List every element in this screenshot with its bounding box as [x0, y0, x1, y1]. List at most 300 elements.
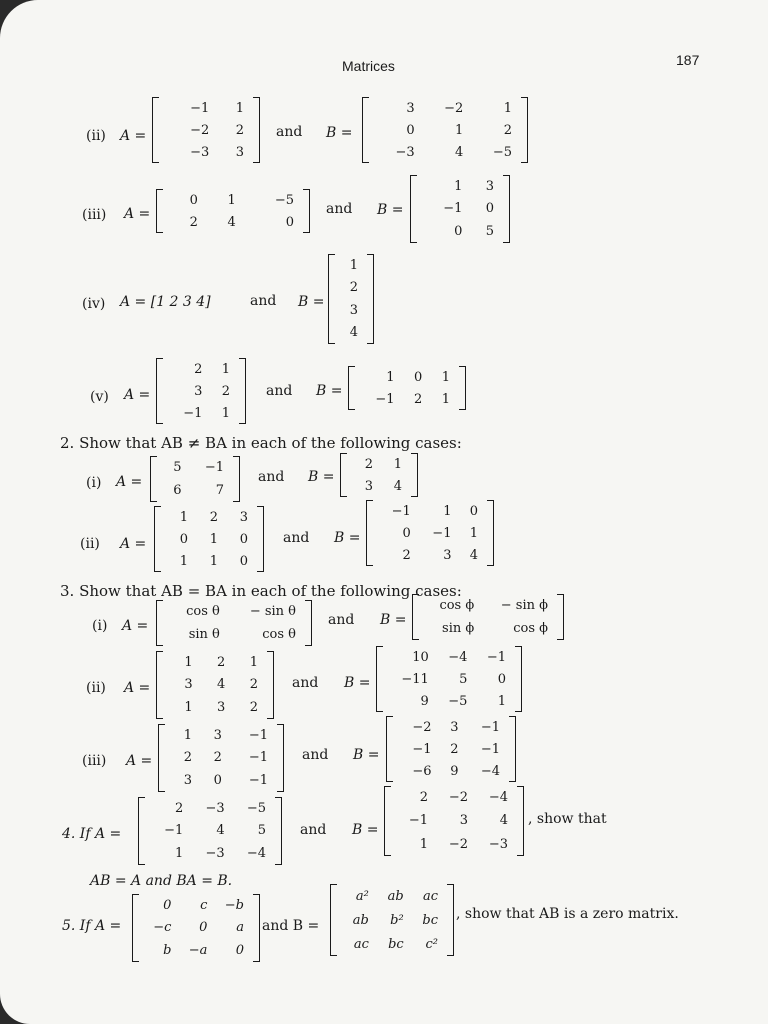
matrix-entry: −c	[153, 920, 172, 936]
matrix-entry: 3	[459, 813, 468, 829]
matrix-entry: 1	[419, 836, 428, 852]
matrix-row	[386, 690, 512, 712]
matrix-entry: −b	[224, 897, 244, 913]
matrix-entry: 1	[469, 525, 478, 541]
matrix-entry: 5	[459, 671, 468, 687]
matrix-entry: 2	[419, 790, 428, 806]
matrix-entry: 2	[209, 509, 218, 525]
matrix-b-label: B =	[308, 469, 335, 485]
matrix-entry: −1	[248, 727, 268, 743]
matrix-entry: ac	[353, 936, 369, 952]
matrix-grid	[168, 724, 274, 792]
matrix-entry: cos θ	[262, 627, 296, 642]
matrix-left-bracket	[132, 894, 139, 962]
matrix-entry: a²	[355, 888, 369, 904]
matrix-row	[340, 884, 444, 908]
matrix-entry: 2	[235, 122, 244, 138]
matrix-entry: −2	[444, 100, 464, 116]
matrix-entry: −2	[448, 836, 468, 852]
matrix-entry: −1	[391, 503, 411, 519]
matrix-entry: 0	[189, 192, 198, 208]
matrix-row	[166, 696, 264, 719]
matrix-row	[386, 668, 512, 690]
matrix-entry: 1	[441, 391, 450, 407]
conjunction-and: and	[258, 469, 285, 485]
question-5-prefix: 5. If A =	[62, 918, 122, 934]
conjunction-and: and	[266, 383, 293, 399]
matrix-entry: 0	[406, 122, 415, 138]
matrix-left-bracket	[156, 189, 163, 233]
matrix-row	[420, 220, 500, 243]
matrix-right-bracket	[517, 786, 524, 856]
matrix-entry: 1	[235, 100, 244, 116]
matrix-entry: ac	[422, 888, 438, 904]
matrix-entry: 5	[173, 460, 182, 475]
matrix-entry: −1	[486, 649, 506, 665]
matrix-right-bracket	[487, 500, 494, 566]
matrix-entry: 3	[406, 100, 415, 116]
matrix-entry: 6	[173, 483, 182, 498]
matrix-entry: 2	[414, 391, 423, 407]
matrix-b-label: B =	[380, 612, 407, 628]
matrix-entry: −5	[246, 800, 266, 816]
matrix-entry: 2	[450, 741, 459, 757]
running-header-title: Matrices	[342, 58, 395, 74]
matrix-entry: 0	[402, 525, 411, 541]
matrix-a	[152, 97, 260, 163]
matrix-left-bracket	[138, 797, 145, 865]
matrix-entry: 3	[235, 144, 244, 160]
matrix-right-bracket	[521, 97, 528, 163]
matrix-row	[142, 894, 250, 917]
matrix-entry: 0	[199, 920, 208, 936]
matrix-entry: 2	[249, 677, 258, 693]
matrix-entry: 0	[414, 369, 423, 385]
matrix-entry: −5	[492, 144, 512, 160]
matrix-row	[160, 479, 230, 502]
matrix-right-bracket	[277, 724, 284, 792]
matrix-entry: cos ϕ	[513, 621, 548, 636]
matrix-row	[422, 594, 554, 617]
matrix-grid	[166, 358, 236, 424]
matrix-entry: 3	[450, 719, 459, 735]
matrix-entry: −2	[448, 790, 468, 806]
matrix-b-label: B =	[316, 383, 343, 399]
matrix-entry: ab	[352, 912, 369, 928]
matrix-entry: 3	[184, 677, 193, 693]
matrix-row	[396, 716, 506, 738]
matrix-entry: b	[163, 943, 172, 959]
matrix-a	[138, 797, 282, 865]
matrix-entry: −5	[274, 192, 294, 208]
matrix-entry: 3	[213, 727, 222, 743]
matrix-entry: 4	[217, 677, 226, 693]
matrix-entry: 2	[183, 750, 192, 766]
matrix-entry: 1	[497, 693, 506, 709]
matrix-entry: −3	[190, 144, 210, 160]
matrix-row	[338, 277, 364, 300]
matrix-row	[162, 97, 250, 119]
conjunction-and: and	[302, 747, 329, 763]
matrix-a-label: A =	[120, 536, 147, 552]
matrix-row	[164, 550, 254, 572]
matrix-entry: − sin θ	[249, 604, 296, 619]
matrix-left-bracket	[158, 724, 165, 792]
matrix-entry: 1	[221, 361, 230, 377]
matrix-right-bracket	[447, 884, 454, 956]
matrix-grid	[372, 97, 518, 163]
matrix-b-label: B =	[352, 822, 379, 838]
matrix-entry: −1	[480, 741, 500, 757]
matrix-entry: 2	[189, 214, 198, 230]
matrix-entry: −2	[412, 719, 432, 735]
matrix-right-bracket	[257, 506, 264, 572]
matrix-entry: −1	[480, 719, 500, 735]
matrix-left-bracket	[154, 506, 161, 572]
matrix-grid	[376, 500, 484, 566]
matrix-entry: − sin ϕ	[500, 598, 548, 613]
matrix-entry: 1	[183, 727, 192, 743]
question-3-heading: 3. Show that AB = BA in each of the following cases:	[60, 582, 462, 600]
matrix-b	[386, 716, 516, 782]
matrix-entry: −3	[205, 800, 225, 816]
matrix-entry: 4	[455, 144, 464, 160]
matrix-entry: −1	[248, 750, 268, 766]
matrix-row	[168, 747, 274, 770]
matrix-entry: 3	[443, 547, 452, 563]
matrix-row	[164, 506, 254, 528]
matrix-grid	[350, 453, 408, 497]
conjunction-and: and	[292, 675, 319, 691]
matrix-left-bracket	[340, 453, 347, 497]
matrix-right-bracket	[509, 716, 516, 782]
matrix-b	[376, 646, 522, 712]
matrix-entry: 0	[213, 773, 222, 789]
matrix-entry: 0	[179, 531, 188, 547]
matrix-grid	[164, 506, 254, 572]
matrix-entry: 2	[364, 456, 373, 472]
matrix-row	[166, 623, 302, 646]
part-label: (iii)	[82, 753, 107, 769]
matrix-entry: 4	[349, 325, 358, 341]
matrix-entry: 1	[209, 553, 218, 569]
matrix-left-bracket	[156, 651, 163, 719]
question-4-conclusion: AB = A and BA = B.	[90, 873, 233, 889]
matrix-row	[166, 674, 264, 697]
matrix-left-bracket	[410, 175, 417, 243]
matrix-entry: 0	[239, 531, 248, 547]
matrix-entry: 1	[175, 846, 184, 862]
matrix-right-bracket	[253, 894, 260, 962]
matrix-grid	[340, 884, 444, 956]
matrix-row	[162, 141, 250, 163]
matrix-entry: 2	[249, 700, 258, 716]
matrix-row	[166, 402, 236, 424]
matrix-row	[340, 932, 444, 956]
question-2-heading: 2. Show that AB ≠ BA in each of the following cases:	[60, 434, 462, 452]
matrix-entry: sin θ	[188, 627, 220, 642]
matrix-entry: 1	[455, 122, 464, 138]
matrix-row	[372, 119, 518, 141]
matrix-a-label: A =	[124, 387, 151, 403]
matrix-left-bracket	[386, 716, 393, 782]
matrix-grid	[396, 716, 506, 782]
matrix-row	[358, 366, 456, 388]
matrix-entry: 4	[469, 547, 478, 563]
matrix-entry: 0	[239, 553, 248, 569]
matrix-entry: 1	[249, 654, 258, 670]
matrix-entry: 2	[213, 750, 222, 766]
matrix-row	[376, 544, 484, 566]
matrix-entry: −11	[401, 671, 429, 687]
matrix-right-bracket	[557, 594, 564, 640]
matrix-entry: 1	[441, 369, 450, 385]
matrix-entry: −1	[183, 405, 203, 421]
matrix-row	[420, 175, 500, 198]
matrix-entry: 2	[221, 383, 230, 399]
matrix-right-bracket	[303, 189, 310, 233]
matrix-entry: 3	[349, 302, 358, 318]
matrix-entry: 1	[209, 531, 218, 547]
matrix-a	[150, 456, 240, 502]
matrix-grid	[148, 797, 272, 865]
matrix-entry: −1	[190, 100, 210, 116]
matrix-b	[362, 97, 528, 163]
matrix-grid	[162, 97, 250, 163]
matrix-entry: 9	[420, 693, 429, 709]
matrix-a-expression: A = [1 2 3 4]	[120, 294, 211, 310]
matrix-entry: sin ϕ	[442, 621, 475, 636]
matrix-entry: 0	[163, 897, 172, 913]
matrix-row	[338, 322, 364, 345]
matrix-left-bracket	[156, 358, 163, 424]
matrix-entry: 4	[227, 214, 236, 230]
page-number: 187	[676, 52, 700, 68]
matrix-right-bracket	[305, 600, 312, 646]
matrix-row	[340, 908, 444, 932]
matrix-entry: 3	[217, 700, 226, 716]
matrix-entry: 0	[285, 214, 294, 230]
matrix-row	[148, 820, 272, 843]
matrix-grid	[358, 366, 456, 410]
matrix-a	[156, 600, 312, 646]
question-5-suffix: , show that AB is a zero matrix.	[456, 906, 679, 922]
matrix-row	[350, 453, 408, 475]
matrix-a	[156, 189, 310, 233]
matrix-row	[162, 119, 250, 141]
matrix-entry: cos ϕ	[439, 598, 475, 613]
matrix-entry: 0	[485, 201, 494, 217]
matrix-row	[148, 842, 272, 865]
matrix-a-label: A =	[116, 474, 143, 490]
matrix-entry: bc	[422, 912, 438, 928]
matrix-left-bracket	[412, 594, 419, 640]
matrix-entry: 1	[386, 369, 395, 385]
matrix-b	[384, 786, 524, 856]
matrix-entry: 3	[183, 773, 192, 789]
matrix-entry: 1	[221, 405, 230, 421]
matrix-right-bracket	[367, 254, 374, 344]
matrix-right-bracket	[233, 456, 240, 502]
matrix-entry: −3	[488, 836, 508, 852]
matrix-entry: a	[236, 920, 244, 936]
matrix-row	[148, 797, 272, 820]
matrix-right-bracket	[459, 366, 466, 410]
matrix-entry: ab	[387, 888, 404, 904]
matrix-entry: −5	[448, 693, 468, 709]
matrix-grid	[394, 786, 514, 856]
matrix-a	[154, 506, 264, 572]
matrix-right-bracket	[515, 646, 522, 712]
matrix-a-label: A =	[124, 680, 151, 696]
matrix-entry: 3	[194, 383, 203, 399]
conjunction-and: and	[276, 124, 303, 140]
matrix-b-label: B =	[298, 294, 325, 310]
matrix-entry: 5	[485, 224, 494, 240]
matrix-entry: −1	[248, 773, 268, 789]
matrix-entry: 1	[179, 553, 188, 569]
matrix-row	[164, 528, 254, 550]
matrix-b-label: B =	[353, 747, 380, 763]
matrix-row	[376, 500, 484, 522]
matrix-row	[166, 189, 300, 211]
matrix-right-bracket	[253, 97, 260, 163]
matrix-grid	[166, 189, 300, 233]
matrix-entry: 1	[393, 456, 402, 472]
matrix-left-bracket	[362, 97, 369, 163]
matrix-entry: 2	[349, 280, 358, 296]
matrix-b-label: B =	[344, 675, 371, 691]
part-label: (v)	[90, 389, 109, 405]
matrix-right-bracket	[239, 358, 246, 424]
conjunction-and-b: and B =	[262, 918, 320, 934]
matrix-a	[156, 651, 274, 719]
matrix-grid	[166, 651, 264, 719]
matrix-entry: 10	[412, 649, 429, 665]
part-label: (iii)	[82, 207, 107, 223]
matrix-entry: −1	[443, 201, 463, 217]
matrix-a	[156, 358, 246, 424]
matrix-row	[376, 522, 484, 544]
matrix-right-bracket	[267, 651, 274, 719]
matrix-entry: −1	[432, 525, 452, 541]
matrix-entry: 1	[454, 178, 463, 194]
matrix-entry: 7	[215, 483, 224, 498]
matrix-b-label: B =	[334, 530, 361, 546]
matrix-entry: −a	[188, 943, 208, 959]
matrix-entry: 1	[349, 257, 358, 273]
matrix-entry: 2	[217, 654, 226, 670]
matrix-entry: −2	[190, 122, 210, 138]
matrix-entry: 4	[499, 813, 508, 829]
matrix-left-bracket	[384, 786, 391, 856]
matrix-entry: −3	[205, 846, 225, 862]
part-label: (ii)	[86, 680, 106, 696]
matrix-left-bracket	[152, 97, 159, 163]
matrix-entry: −4	[246, 846, 266, 862]
matrix-entry: −4	[448, 649, 468, 665]
matrix-grid	[142, 894, 250, 962]
matrix-b	[348, 366, 466, 410]
matrix-a-label: A =	[120, 128, 147, 144]
matrix-row	[386, 646, 512, 668]
part-label: (i)	[86, 475, 102, 491]
conjunction-and: and	[283, 530, 310, 546]
matrix-grid	[422, 594, 554, 640]
matrix-a-label: A =	[122, 618, 149, 634]
matrix-b	[410, 175, 510, 243]
matrix-b	[330, 884, 454, 956]
matrix-entry: −1	[164, 823, 184, 839]
matrix-entry: 0	[235, 943, 244, 959]
matrix-b	[340, 453, 418, 497]
matrix-entry: bc	[388, 936, 404, 952]
matrix-entry: 2	[175, 800, 184, 816]
question-4-suffix: , show that	[528, 811, 607, 827]
matrix-grid	[160, 456, 230, 502]
matrix-entry: 0	[469, 503, 478, 519]
matrix-row	[394, 786, 514, 809]
matrix-entry: 9	[450, 763, 459, 779]
matrix-entry: 1	[443, 503, 452, 519]
matrix-b-label: B =	[326, 125, 353, 141]
conjunction-and: and	[300, 822, 327, 838]
matrix-row	[396, 738, 506, 760]
matrix-row	[396, 760, 506, 782]
matrix-entry: 3	[485, 178, 494, 194]
matrix-entry: 1	[227, 192, 236, 208]
matrix-entry: −1	[204, 460, 224, 475]
matrix-entry: −1	[412, 741, 432, 757]
matrix-entry: −1	[408, 813, 428, 829]
matrix-entry: −4	[480, 763, 500, 779]
matrix-row	[358, 388, 456, 410]
matrix-b	[412, 594, 564, 640]
matrix-row	[338, 299, 364, 322]
matrix-a-label: A =	[124, 206, 151, 222]
matrix-row	[350, 475, 408, 497]
matrix-entry: b²	[390, 912, 404, 928]
matrix-left-bracket	[330, 884, 337, 956]
matrix-right-bracket	[503, 175, 510, 243]
matrix-a	[132, 894, 260, 962]
matrix-row	[168, 769, 274, 792]
matrix-row	[166, 358, 236, 380]
matrix-entry: 3	[364, 478, 373, 494]
matrix-row	[394, 809, 514, 832]
matrix-entry: 4	[216, 823, 225, 839]
matrix-row	[372, 141, 518, 163]
matrix-grid	[386, 646, 512, 712]
matrix-row	[166, 600, 302, 623]
matrix-left-bracket	[328, 254, 335, 344]
matrix-entry: 1	[184, 700, 193, 716]
matrix-left-bracket	[376, 646, 383, 712]
matrix-right-bracket	[275, 797, 282, 865]
matrix-row	[166, 211, 300, 233]
matrix-row	[422, 617, 554, 640]
question-4-prefix: 4. If A =	[62, 826, 122, 842]
matrix-entry: 1	[503, 100, 512, 116]
matrix-entry: −3	[395, 144, 415, 160]
matrix-entry: 2	[503, 122, 512, 138]
matrix-entry: −1	[375, 391, 395, 407]
matrix-entry: 3	[239, 509, 248, 525]
matrix-grid	[420, 175, 500, 243]
part-label: (iv)	[82, 296, 106, 312]
matrix-row	[142, 917, 250, 940]
conjunction-and: and	[250, 293, 277, 309]
